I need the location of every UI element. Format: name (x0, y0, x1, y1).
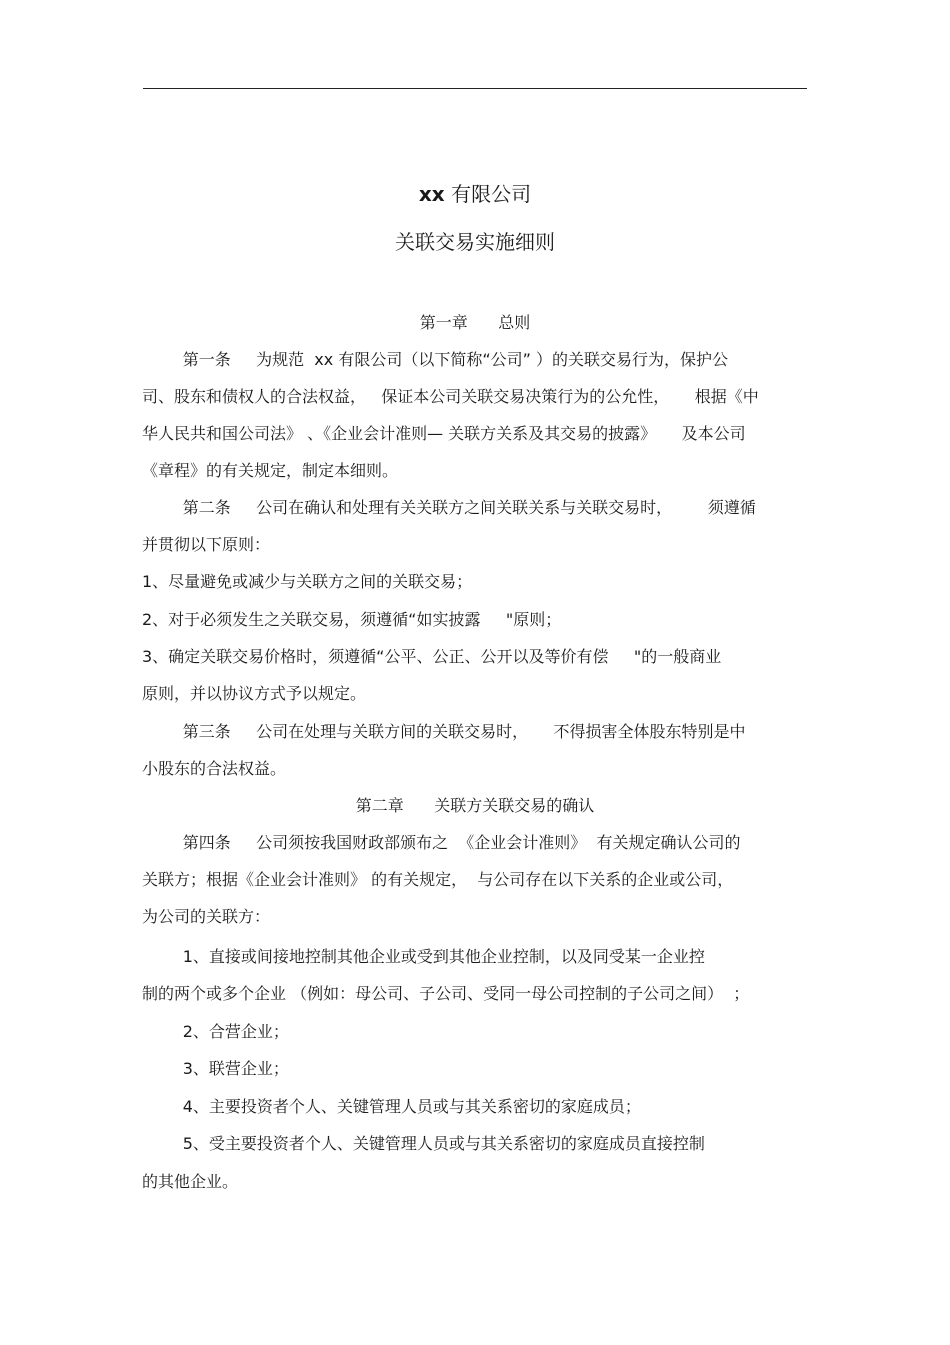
list-item: 制的两个或多个企业 （例如：母公司、子公司、受同一母公司控制的子公司之间） ； (142, 984, 750, 1003)
paragraph-line: 小股东的合法权益。 (142, 759, 287, 778)
list-item: 5、受主要投资者个人、关键管理人员或与其关系密切的家庭成员直接控制 (142, 1134, 705, 1153)
chapter-heading: 第二章 关联方关联交易的确认 (355, 796, 595, 815)
paragraph-line: 原则，并以协议方式予以规定。 (142, 684, 367, 703)
document-title: 关联交易实施细则 (395, 230, 555, 254)
paragraph-line: 华人民共和国公司法》 、《企业会计准则— 关联方关系及其交易的披露》 及本公司 (142, 424, 746, 443)
paragraph-line: 第三条 公司在处理与关联方间的关联交易时， 不得损害全体股东特别是中 (142, 722, 746, 741)
company-prefix: xx (418, 182, 445, 206)
list-item: 1、尽量避免或减少与关联方之间的关联交易； (142, 572, 473, 591)
paragraph-line: 的其他企业。 (142, 1172, 239, 1191)
list-item: 4、主要投资者个人、关键管理人员或与其关系密切的家庭成员； (142, 1097, 641, 1116)
list-item: 2、对于必须发生之关联交易，须遵循“如实披露 "原则； (142, 610, 562, 629)
paragraph-line: 第二条 公司在确认和处理有关关联方之间关联关系与关联交易时， 须遵循 (142, 498, 756, 517)
header-rule (143, 88, 807, 89)
list-item: 3、确定关联交易价格时，须遵循“公平、公正、公开以及等价有偿 "的一般商业 (142, 647, 722, 666)
company-suffix: 有限公司 (444, 182, 532, 206)
list-item: 1、直接或间接地控制其他企业或受到其他企业控制，以及同受某一企业控 (142, 947, 705, 966)
paragraph-line: 关联方；根据《企业会计准则》 的有关规定， 与公司存在以下关系的企业或公司， (142, 870, 734, 889)
list-item: 2、合营企业； (142, 1022, 289, 1041)
paragraph-line: 并贯彻以下原则： (142, 535, 271, 554)
paragraph-line: 为公司的关联方： (142, 907, 271, 926)
paragraph-line: 第四条 公司须按我国财政部颁布之 《企业会计准则》 有关规定确认公司的 (142, 833, 741, 852)
company-title (0, 180, 950, 208)
paragraph-line: 司、股东和债权人的合法权益， 保证本公司关联交易决策行为的公允性， 根据《中 (142, 387, 759, 406)
list-item: 3、联营企业； (142, 1059, 289, 1078)
paragraph-line: 第一条 为规范 xx 有限公司（以下简称“公司” ）的关联交易行为，保护公 (142, 350, 728, 369)
paragraph-line: 《章程》的有关规定，制定本细则。 (142, 461, 399, 480)
chapter-heading: 第一章 总则 (419, 313, 531, 332)
